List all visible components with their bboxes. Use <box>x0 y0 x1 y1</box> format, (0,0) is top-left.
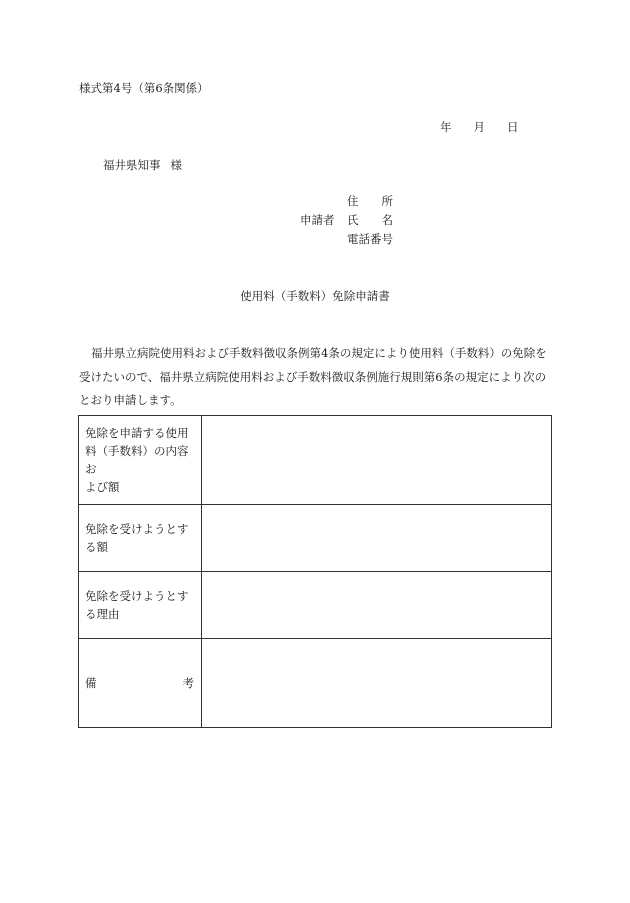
application-table <box>78 415 552 728</box>
applicant-label: 申請者 <box>300 213 335 227</box>
row-label-line: 免除を申請する使用 <box>85 426 189 440</box>
document-title: 使用料（手数料）免除申請書 <box>240 289 390 303</box>
addressee <box>103 157 182 173</box>
row-label-line: 免除を受けようとす <box>85 522 189 536</box>
form-number: 様式第4号（第6条関係） <box>79 81 209 95</box>
body-line-2: 受けたいので、福井県立病院使用料および手数料徴収条例施行規則第6条の規定により次の <box>79 369 547 384</box>
remarks-label-right: 考 <box>182 676 194 690</box>
remarks-label <box>85 674 198 692</box>
date-line <box>440 119 519 135</box>
table-label-cell <box>79 416 202 505</box>
row-label-line: 免除を受けようとす <box>85 589 189 603</box>
table-row <box>79 505 552 572</box>
address-label: 住 所 <box>347 194 393 208</box>
exemption-reason-field[interactable] <box>202 572 552 639</box>
name-label: 氏 名 <box>347 213 393 227</box>
table-row <box>79 639 552 728</box>
date-day-label: 日 <box>507 120 519 134</box>
body-line-3: とおり申請します。 <box>79 393 182 407</box>
body-text <box>79 342 559 413</box>
table-label-cell <box>79 639 202 728</box>
table-row <box>79 572 552 639</box>
table-label-cell <box>79 572 202 639</box>
table-row <box>79 416 552 505</box>
body-line-1: 福井県立病院使用料および手数料徴収条例第4条の規定により使用料（手数料）の免除を <box>91 346 547 360</box>
row-label-line: る額 <box>85 540 108 554</box>
addressee-honorific: 様 <box>170 158 182 172</box>
row-label-line: よび額 <box>85 480 120 494</box>
addressee-name: 福井県知事 <box>103 158 161 172</box>
exemption-content-field[interactable] <box>202 416 552 505</box>
row-label-line: 料（手数料）の内容お <box>85 444 189 476</box>
exemption-amount-field[interactable] <box>202 505 552 572</box>
row-label-line: る理由 <box>85 607 120 621</box>
applicant-block <box>300 193 420 253</box>
remarks-label-left: 備 <box>85 676 97 690</box>
date-month-label: 月 <box>473 120 485 134</box>
date-year-label: 年 <box>440 120 452 134</box>
remarks-field[interactable] <box>202 639 552 728</box>
table-label-cell <box>79 505 202 572</box>
phone-label: 電話番号 <box>347 232 393 246</box>
